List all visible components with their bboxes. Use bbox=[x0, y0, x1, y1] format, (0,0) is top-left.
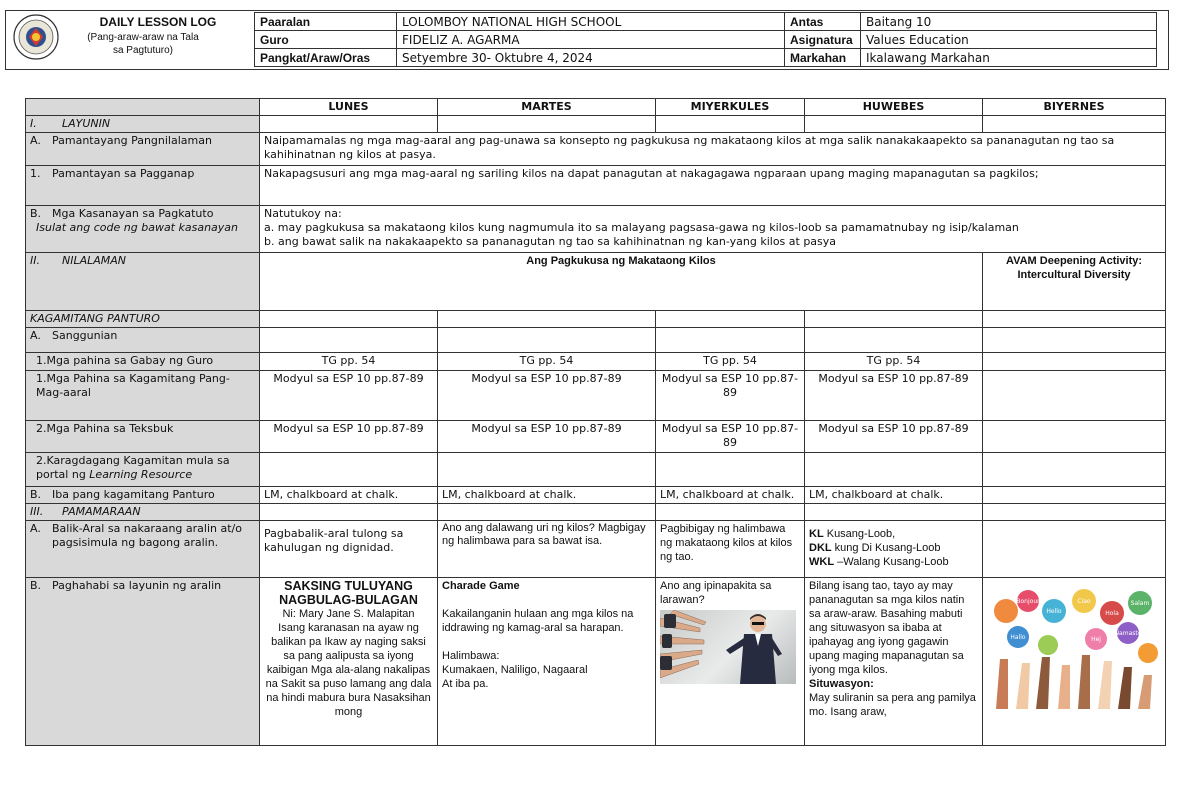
empty-cell bbox=[805, 504, 983, 521]
empty-cell bbox=[656, 328, 805, 353]
antas-label: Antas bbox=[785, 13, 861, 31]
kasanayan-line1: Natutukoy na: bbox=[264, 207, 342, 220]
empty-cell bbox=[805, 116, 983, 133]
kasanayan-note: Isulat ang code ng bawat kasanayan bbox=[36, 221, 239, 234]
blame-photo bbox=[660, 610, 796, 684]
raised-hands-illustration bbox=[988, 589, 1160, 709]
balik-label: Balik-Aral sa nakaraang aralin at/o pagsisimula ng bagong aralin. bbox=[52, 522, 242, 549]
greeting-7: Namaste bbox=[1114, 630, 1142, 637]
empty-cell bbox=[656, 311, 805, 328]
row-sanggunian bbox=[26, 328, 260, 353]
iba-lunes: LM, chalkboard at chalk. bbox=[260, 487, 438, 504]
gabay-num: 1. bbox=[36, 354, 47, 367]
day-huwebes: HUWEBES bbox=[805, 99, 983, 116]
paghahabi-biyernes bbox=[983, 578, 1166, 746]
balik-lunes: Pagbabalik-aral tulong sa kahulugan ng dignidad. bbox=[260, 521, 438, 578]
teksbuk-miyerkules: Modyul sa ESP 10 pp.87-89 bbox=[656, 421, 805, 453]
markahan-value: Ikalawang Markahan bbox=[861, 49, 1157, 67]
pangmag-lunes: Modyul sa ESP 10 pp.87-89 bbox=[260, 371, 438, 421]
empty-cell bbox=[983, 487, 1166, 504]
empty-cell bbox=[983, 311, 1166, 328]
empty-cell bbox=[983, 421, 1166, 453]
charade-hal: Halimbawa: bbox=[442, 650, 500, 662]
pagganap-text: Nakapagsusuri ang mga mag-aaral ng sariling kilos na dapat panagutan at nakagagawa ngparaan upang maging mapanagutan sa pagkilos; bbox=[260, 166, 1166, 206]
pamamaraan-label: PAMAMARAAN bbox=[62, 505, 141, 518]
charade-ex2: At iba pa. bbox=[442, 678, 489, 690]
paghahabi-label: Paghahabi sa layunin ng aralin bbox=[52, 579, 222, 592]
charade-body: Kakailanganin hulaan ang mga kilos na iddrawing ng kamag-aral sa harapan. bbox=[442, 608, 634, 634]
pangnilalaman-num: A. bbox=[30, 134, 41, 147]
row-karagdagan bbox=[26, 453, 260, 487]
empty-cell bbox=[438, 504, 656, 521]
kl-abbr: KL bbox=[809, 528, 824, 540]
teksbuk-label: Mga Pahina sa Teksbuk bbox=[46, 422, 174, 435]
kasanayan-num: B. bbox=[30, 207, 42, 220]
row-pamamaraan bbox=[26, 504, 260, 521]
paghahabi-num: B. bbox=[30, 579, 42, 592]
pangnilalaman-text: Naipamamalas ng mga mag-aaral ang pag-unawa sa konsepto ng pagkukusa ng makataong kilos at mga salik nanakakaapekto sa pananagutan ng tao sa kahihinatnan ng kilos at pasya. bbox=[260, 133, 1166, 166]
balik-huwebes bbox=[805, 521, 983, 578]
empty-cell bbox=[805, 311, 983, 328]
kasanayan-line3: b. ang bawat salik na nakakaapekto sa pananagutan ng tao sa kahihinatnan ng kan-yang kilos at pasya bbox=[264, 235, 837, 248]
deped-seal-icon bbox=[13, 14, 59, 60]
empty-cell bbox=[438, 116, 656, 133]
row-teksbuk bbox=[26, 421, 260, 453]
asignatura-value: Values Education bbox=[861, 31, 1157, 49]
iba-huwebes: LM, chalkboard at chalk. bbox=[805, 487, 983, 504]
paaralan-label: Paaralan bbox=[255, 13, 397, 31]
teksbuk-huwebes: Modyul sa ESP 10 pp.87-89 bbox=[805, 421, 983, 453]
karagdagan-label: Karagdagang Kagamitan mula sa portal ng bbox=[36, 454, 230, 481]
guro-value: FIDELIZ A. AGARMA bbox=[397, 31, 785, 49]
paaralan-value: LOLOMBOY NATIONAL HIGH SCHOOL bbox=[397, 13, 785, 31]
empty-cell bbox=[260, 453, 438, 487]
iba-label: Iba pang kagamitang Panturo bbox=[52, 488, 215, 501]
poem-author: Ni: Mary Jane S. Malapitan bbox=[282, 608, 415, 620]
kl-text: Kusang-Loob, bbox=[823, 528, 896, 540]
picture-question: Ano ang ipinapakita sa larawan? bbox=[660, 580, 772, 606]
paghahabi-miyerkules bbox=[656, 578, 805, 746]
empty-cell bbox=[983, 116, 1166, 133]
empty-cell bbox=[260, 328, 438, 353]
nilalaman-label: NILALAMAN bbox=[62, 254, 127, 267]
doc-subtitle bbox=[68, 31, 218, 57]
nilalaman-text: Ang Pagkukusa ng Makataong Kilos bbox=[260, 253, 983, 311]
teksbuk-martes: Modyul sa ESP 10 pp.87-89 bbox=[438, 421, 656, 453]
greeting-2: Ciao bbox=[1077, 598, 1091, 605]
empty-cell bbox=[438, 453, 656, 487]
day-miyerkules: MIYERKULES bbox=[656, 99, 805, 116]
empty-cell bbox=[656, 116, 805, 133]
layunin-num: I. bbox=[30, 117, 37, 130]
empty-cell bbox=[260, 311, 438, 328]
nilalaman-num: II. bbox=[30, 254, 40, 267]
greeting-1: Hello bbox=[1046, 608, 1062, 615]
gabay-martes: TG pp. 54 bbox=[438, 353, 656, 371]
pagganap-num: 1. bbox=[30, 167, 41, 180]
paghahabi-lunes bbox=[260, 578, 438, 746]
row-gabay bbox=[26, 353, 260, 371]
greeting-3: Hola bbox=[1105, 610, 1119, 617]
empty-cell bbox=[983, 371, 1166, 421]
doc-title: DAILY LESSON LOG bbox=[99, 15, 217, 29]
empty-cell bbox=[438, 328, 656, 353]
situation-intro: Bilang isang tao, tayo ay may pananagutan sa mga kilos natin sa araw-araw. Basahing mabuti ang situwasyon sa ibaba at ipahayag ang iyong gagawin upang maging mapanagutan sa iyong mga kilos. bbox=[809, 580, 965, 676]
gabay-miyerkules: TG pp. 54 bbox=[656, 353, 805, 371]
row-pangmag bbox=[26, 371, 260, 421]
row-layunin bbox=[26, 116, 260, 133]
situation-label: Situwasyon: bbox=[809, 678, 874, 690]
gabay-lunes: TG pp. 54 bbox=[260, 353, 438, 371]
pangmag-martes: Modyul sa ESP 10 pp.87-89 bbox=[438, 371, 656, 421]
gabay-label: Mga pahina sa Gabay ng Guro bbox=[46, 354, 214, 367]
kasanayan-label: Mga Kasanayan sa Pagkatuto bbox=[52, 207, 214, 220]
doc-subtitle-line2: sa Pagtuturo) bbox=[112, 45, 174, 56]
row-paghahabi bbox=[26, 578, 260, 746]
empty-cell bbox=[983, 453, 1166, 487]
iba-num: B. bbox=[30, 488, 42, 501]
empty-cell bbox=[656, 453, 805, 487]
markahan-label: Markahan bbox=[785, 49, 861, 67]
gabay-huwebes: TG pp. 54 bbox=[805, 353, 983, 371]
avam-text: AVAM Deepening Activity: Intercultural Diversity bbox=[983, 253, 1166, 311]
teksbuk-lunes: Modyul sa ESP 10 pp.87-89 bbox=[260, 421, 438, 453]
teksbuk-num: 2. bbox=[36, 422, 47, 435]
karagdagan-num: 2. bbox=[36, 454, 47, 467]
guro-label: Guro bbox=[255, 31, 397, 49]
empty-cell bbox=[983, 504, 1166, 521]
row-nilalaman bbox=[26, 253, 260, 311]
row-kasanayan bbox=[26, 206, 260, 253]
day-biyernes: BIYERNES bbox=[983, 99, 1166, 116]
greeting-6: Hallo bbox=[1010, 634, 1026, 641]
greeting-4: Salam bbox=[1130, 600, 1150, 607]
pangkat-label: Pangkat/Araw/Oras bbox=[255, 49, 397, 67]
greetings-image bbox=[988, 589, 1160, 709]
row-pagganap bbox=[26, 166, 260, 206]
paghahabi-martes bbox=[438, 578, 656, 746]
raised-arms bbox=[996, 655, 1152, 709]
pointing-fingers-illustration bbox=[660, 610, 796, 684]
empty-cell bbox=[805, 453, 983, 487]
poem-body: Isang karanasan na ayaw ng balikan pa Ikaw ay naging saksi sa pang aalipusta sa iyong kaibigan Mga ala-alang nakalipas na Sakit sa puso lamang ang dala na hindi mabura bura Nasaksihan mong bbox=[265, 622, 432, 718]
empty-cell bbox=[656, 504, 805, 521]
empty-cell bbox=[438, 311, 656, 328]
layunin-label: LAYUNIN bbox=[62, 117, 111, 130]
iba-martes: LM, chalkboard at chalk. bbox=[438, 487, 656, 504]
empty-cell bbox=[983, 353, 1166, 371]
pangkat-value: Setyembre 30- Oktubre 4, 2024 bbox=[397, 49, 785, 67]
lesson-table bbox=[25, 98, 1166, 746]
sanggunian-num: A. bbox=[30, 329, 41, 342]
info-table bbox=[254, 12, 1157, 67]
wkl-text: –Walang Kusang-Loob bbox=[834, 556, 949, 568]
empty-cell bbox=[983, 521, 1166, 578]
corner-cell bbox=[26, 99, 260, 116]
pangmag-num: 1. bbox=[36, 372, 47, 385]
day-lunes: LUNES bbox=[260, 99, 438, 116]
row-iba bbox=[26, 487, 260, 504]
balik-miyerkules: Pagbibigay ng halimbawa ng makataong kilos at kilos ng tao. bbox=[656, 521, 805, 578]
greeting-5: Hej bbox=[1091, 636, 1101, 643]
poem-title-1: SAKSING TULUYANG bbox=[284, 579, 413, 593]
row-balik bbox=[26, 521, 260, 578]
pangnilalaman-label: Pamantayang Pangnilalaman bbox=[52, 134, 212, 147]
dkl-abbr: DKL bbox=[809, 542, 832, 554]
greeting-0: Bonjour bbox=[1016, 598, 1040, 605]
antas-value: Baitang 10 bbox=[861, 13, 1157, 31]
empty-cell bbox=[983, 328, 1166, 353]
kagamitan-label: KAGAMITANG PANTURO bbox=[26, 311, 260, 328]
balik-num: A. bbox=[30, 522, 41, 535]
pangmag-miyerkules: Modyul sa ESP 10 pp.87-89 bbox=[656, 371, 805, 421]
empty-cell bbox=[805, 328, 983, 353]
balik-martes: Ano ang dalawang uri ng kilos? Magbigay ng halimbawa para sa bawat isa. bbox=[438, 521, 656, 578]
row-pangnilalaman bbox=[26, 133, 260, 166]
kasanayan-line2: a. may pagkukusa sa makataong kilos kung nagmumula ito sa malayang pagsasa-gawa ng kilos-loob sa pamamatnubay ng isip/kalaman bbox=[264, 221, 1019, 234]
situation-body: May suliranin sa pera ang pamilya mo. Isang araw, bbox=[809, 692, 976, 718]
pangmag-label: Mga Pahina sa Kagamitang Pang-Mag-aaral bbox=[36, 372, 230, 399]
iba-miyerkules: LM, chalkboard at chalk. bbox=[656, 487, 805, 504]
asignatura-label: Asignatura bbox=[785, 31, 861, 49]
empty-cell bbox=[260, 116, 438, 133]
pangmag-huwebes: Modyul sa ESP 10 pp.87-89 bbox=[805, 371, 983, 421]
empty-cell bbox=[260, 504, 438, 521]
charade-ex1: Kumakaen, Naliligo, Nagaaral bbox=[442, 664, 588, 676]
charade-title: Charade Game bbox=[442, 580, 520, 592]
wkl-abbr: WKL bbox=[809, 556, 835, 568]
dkl-text: kung Di Kusang-Loob bbox=[831, 542, 941, 554]
pamamaraan-num: III. bbox=[30, 505, 44, 518]
sanggunian-label: Sanggunian bbox=[52, 329, 118, 342]
pagganap-label: Pamantayan sa Pagganap bbox=[52, 167, 195, 180]
doc-subtitle-line1: (Pang-araw-araw na Tala bbox=[87, 32, 199, 43]
day-martes: MARTES bbox=[438, 99, 656, 116]
poem-title-2: NAGBULAG-BULAGAN bbox=[279, 593, 418, 607]
paghahabi-huwebes bbox=[805, 578, 983, 746]
kasanayan-cell bbox=[260, 206, 1166, 253]
karagdagan-label-italic: Learning Resource bbox=[89, 468, 193, 481]
